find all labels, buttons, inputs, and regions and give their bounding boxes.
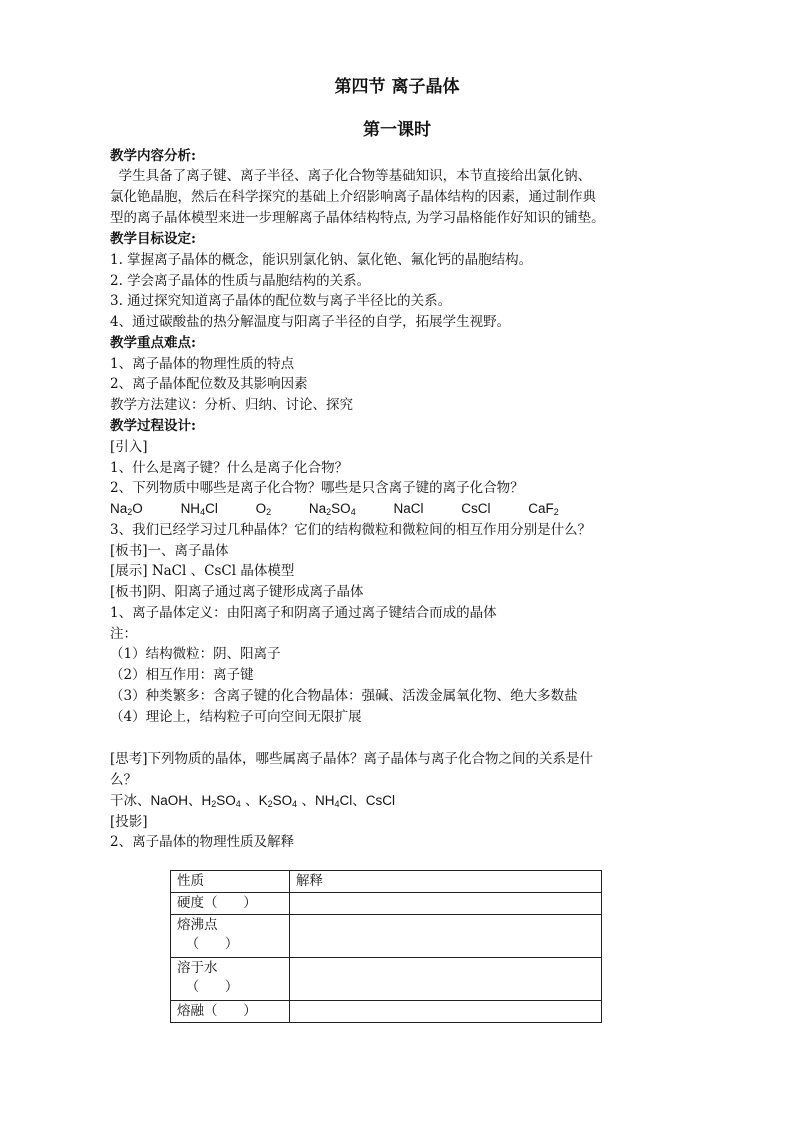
goal-item: 1. 掌握离子晶体的概念，能识别氯化钠、氯化铯、氟化钙的晶胞结构。 (110, 252, 533, 268)
compound-o2: $O_2$ (255, 501, 272, 517)
method-suggestion: 教学方法建议：分析、归纳、讨论、探究 (110, 397, 353, 413)
table-row (171, 893, 602, 915)
show-note: [展示] NaCl 、CsCl 晶体模型 (110, 563, 295, 579)
board-note-1: [板书]一、离子晶体 (110, 543, 229, 559)
note-label: 注： (110, 626, 137, 642)
projection-label: [投影] (110, 814, 148, 830)
question-1: 1、什么是离子键？什么是离子化合物？ (110, 460, 349, 476)
compound-na2so4: $Na_2SO_4$ (308, 501, 356, 517)
table-row (171, 958, 602, 1001)
compound-cscl: CsCl (461, 501, 491, 516)
definition: 1、离子晶体定义：由阳离子和阴离子通过离子键结合而成的晶体 (110, 605, 497, 621)
note-item: （1）结构微粒：阴、阳离子 (110, 646, 281, 662)
compound-na2o: $Na_2O$ (110, 501, 143, 517)
goal-item: 3. 通过探究知道离子晶体的配位数与离子半径比的关系。 (110, 293, 452, 309)
question-3: 3、我们已经学习过几种晶体？它们的结构微粒和微粒间的相互作用分别是什么？ (110, 522, 592, 538)
table-cell: 溶于水 （ ） (171, 958, 290, 1001)
table-header: 解释 (290, 871, 602, 893)
think-line: 么？ (110, 772, 137, 788)
think-line: [思考]下列物质的晶体，哪些属离子晶体？离子晶体与离子化合物之间的关系是什 (110, 751, 594, 767)
compound-list (110, 499, 700, 522)
keypoint-item: 1、离子晶体的物理性质的特点 (110, 356, 295, 372)
compound-caf2: CaF$_2$ (528, 501, 559, 517)
table-cell: 硬度（ ） (171, 893, 290, 915)
keypoint-item: 2、离子晶体配位数及其影响因素 (110, 376, 308, 392)
properties-table (170, 870, 602, 1023)
section-2-title: 2、离子晶体的物理性质及解释 (110, 834, 295, 850)
table-cell (290, 958, 602, 1001)
table-header: 性质 (171, 871, 290, 893)
process-heading: 教学过程设计: (110, 418, 196, 434)
table-cell (290, 1001, 602, 1023)
question-2: 2、下列物质中哪些是离子化合物？哪些是只含离子键的离子化合物？ (110, 480, 524, 496)
goal-item: 2. 学会离子晶体的性质与晶胞结构的关系。 (110, 273, 371, 289)
analysis-line: 学生具备了离子键、离子半径、离子化合物等基础知识，本节直接给出氯化钠、 (110, 168, 592, 184)
keypoints-heading: 教学重点难点: (110, 335, 196, 351)
note-item: （2）相互作用：离子键 (110, 667, 254, 683)
analysis-line: 氯化铯晶胞，然后在科学探究的基础上介绍影响离子晶体结构的因素，通过制作典 (110, 189, 596, 205)
table-cell: 熔融（ ） (171, 1001, 290, 1023)
table-cell: 熔沸点 （ ） (171, 915, 290, 958)
table-header-row (171, 871, 602, 893)
analysis-line: 型的离子晶体模型来进一步理解离子晶体结构特点, 为学习晶格能作好知识的铺垫。 (110, 210, 605, 226)
lesson-subtitle: 第一课时 (363, 120, 431, 140)
table-row (171, 915, 602, 958)
page-title: 第四节 离子晶体 (334, 77, 460, 97)
intro-label: [引入] (110, 439, 148, 455)
analysis-heading: 教学内容分析: (110, 148, 196, 164)
table-cell (290, 915, 602, 958)
substance-list: 干冰、NaOH、$H_2SO_4$ 、$K_2SO_4$ 、$NH_4Cl$、CsCl (110, 793, 395, 809)
table-row (171, 1001, 602, 1023)
board-note-2: [板书]阴、阳离子通过离子键形成离子晶体 (110, 584, 364, 600)
goal-item: 4、通过碳酸盐的热分解温度与阳离子半径的自学，拓展学生视野。 (110, 314, 511, 330)
note-item: （4）理论上，结构粒子可向空间无限扩展 (110, 709, 362, 725)
note-item: （3）种类繁多：含离子键的化合物晶体：强碱、活泼金属氧化物、绝大多数盐 (110, 688, 578, 704)
table-cell (290, 893, 602, 915)
compound-nacl: NaCl (393, 501, 424, 516)
compound-nh4cl: $NH_4Cl$ (180, 501, 218, 517)
goals-heading: 教学目标设定: (110, 231, 196, 247)
